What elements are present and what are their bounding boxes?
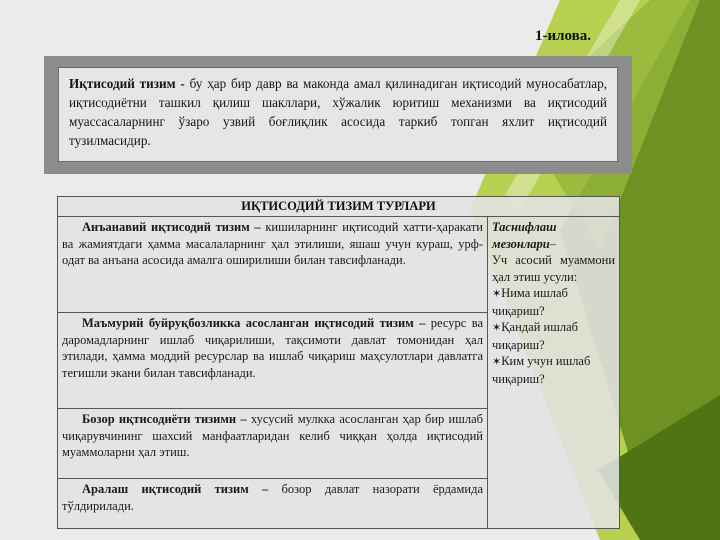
- row-title: Маъмурий буйруқбозликка асосланган иқтисодий тизим –: [82, 316, 426, 330]
- criteria-subtitle: Уч асосий муаммони ҳал этиш усули:: [492, 253, 616, 284]
- table-row: [58, 409, 488, 479]
- classification-criteria-cell: [488, 217, 620, 529]
- row-text: кишиларнинг иқтисодий хатти-ҳаракати ва жамиятдаги ҳамма масалаларнинг ҳал этилиши, яшаш учун кураш, урф-одат ва анъана асосида амалга оширилиши билан тавсифланади.: [62, 220, 483, 267]
- definition-text: [58, 67, 618, 162]
- system-types-table: [57, 196, 620, 529]
- criteria-question: ✶Қандай ишлаб чиқариш?: [492, 320, 578, 352]
- star-bullet-icon: ✶: [492, 322, 502, 334]
- table-row: [58, 479, 488, 529]
- row-text: бозор давлат назорати ёрдамида тўлдирилади.: [62, 482, 483, 513]
- table-row: [58, 313, 488, 409]
- row-text: хусусий мулкка асосланган ҳар бир ишлаб чиқарувчининг шахсий манфаатларидан келиб чиққан ҳолда иқтисодий муаммоларни ҳал этиш.: [62, 412, 483, 459]
- row-text: ресурс ва даромадларнинг ишлаб чиқарилиши, тақсимоти давлат томонидан ҳал этилади, ҳамма моддий ресурслар ва ишлаб чиқариш маҳсулотлари давлатга тегишли экани билан тавсифланади.: [62, 316, 483, 380]
- row-title: Анъанавий иқтисодий тизим –: [82, 220, 261, 234]
- row-title: Аралаш иқтисодий тизим –: [82, 482, 269, 496]
- slide-number: 1-илова.: [535, 28, 592, 44]
- criteria-question: ✶Нима ишлаб чиқариш?: [492, 286, 568, 318]
- star-bullet-icon: ✶: [492, 356, 502, 368]
- definition-frame: [44, 56, 632, 174]
- star-bullet-icon: ✶: [492, 288, 502, 300]
- definition-term: Иқтисодий тизим -: [69, 76, 185, 91]
- row-title: Бозор иқтисодиёти тизими –: [82, 412, 247, 426]
- table-header: ИҚТИСОДИЙ ТИЗИМ ТУРЛАРИ: [58, 197, 620, 217]
- criteria-question: ✶Ким учун ишлаб чиқариш?: [492, 354, 591, 386]
- definition-body: бу ҳар бир давр ва маконда амал қилинадиган иқтисодий муносабатлар, иқтисодиётни ташкил қилиш шакллари, хўжалик юритиш механизми ва иқтисодий муассасаларнинг ўзаро узвий боғлиқлик асосида таркиб топган яхлит иқтисодий тузилмасидир.: [69, 76, 607, 148]
- criteria-title: Таснифлаш мезонлари–: [492, 220, 557, 251]
- table-row: [58, 217, 488, 313]
